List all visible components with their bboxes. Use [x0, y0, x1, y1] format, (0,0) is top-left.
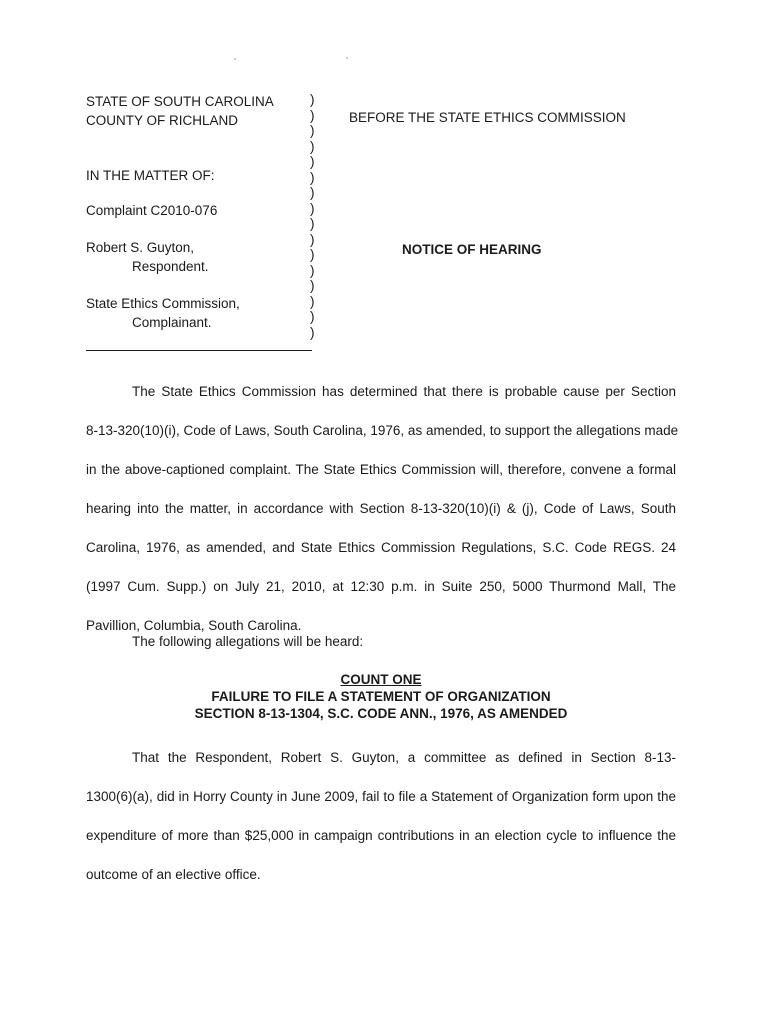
- scan-speck: [234, 58, 236, 60]
- caption-paren: ): [310, 123, 315, 138]
- count-one-section: SECTION 8-13-1304, S.C. CODE ANN., 1976, AS AMENDED: [194, 706, 568, 721]
- respondent-name: Robert S. Guyton,: [86, 240, 195, 255]
- caption-paren: ): [310, 216, 315, 231]
- commission-title: BEFORE THE STATE ETHICS COMMISSION: [349, 110, 626, 125]
- paragraph-line: (1997 Cum. Supp.) on July 21, 2010, at 12:30 p.m. in Suite 250, 5000 Thurmond Mall, The: [86, 579, 676, 594]
- caption-paren: ): [310, 247, 315, 262]
- caption-paren: ): [310, 138, 315, 154]
- caption-paren: ): [310, 309, 315, 324]
- notice-title: NOTICE OF HEARING: [402, 242, 542, 257]
- caption-underline: [86, 350, 312, 351]
- caption-paren: ): [310, 185, 315, 200]
- caption-paren: ): [310, 169, 315, 185]
- complainant-role: Complainant.: [132, 315, 212, 330]
- state-line: STATE OF SOUTH CAROLINA: [86, 94, 274, 109]
- paragraph-line: 8-13-320(10)(i), Code of Laws, South Carolina, 1976, as amended, to support the allegations made: [86, 423, 679, 438]
- complaint-number: Complaint C2010-076: [86, 203, 218, 218]
- scan-speck: [346, 57, 348, 59]
- count-one-heading: COUNT ONE: [340, 672, 422, 687]
- complainant-name: State Ethics Commission,: [86, 296, 240, 311]
- count-one-paragraph: [86, 738, 676, 894]
- allegations-intro: The following allegations will be heard:: [132, 634, 364, 649]
- caption-paren: ): [310, 278, 315, 293]
- paragraph-line: expenditure of more than $25,000 in campaign contributions in an election cycle to influence the: [86, 828, 676, 843]
- caption-paren: ): [310, 231, 315, 247]
- caption-paren: ): [310, 154, 315, 169]
- caption-paren: ): [310, 200, 315, 216]
- paragraph-line: That the Respondent, Robert S. Guyton, a committee as defined in Section 8-13-: [132, 750, 676, 765]
- paragraph-line: The State Ethics Commission has determined that there is probable cause per Section: [132, 384, 676, 399]
- caption-paren: ): [310, 92, 315, 107]
- caption-paren: ): [310, 262, 315, 278]
- matter-line: IN THE MATTER OF:: [86, 168, 215, 183]
- case-caption: [86, 92, 326, 332]
- paragraph-line: in the above-captioned complaint. The State Ethics Commission will, therefore, convene a formal: [86, 462, 676, 477]
- paragraph-line: outcome of an elective office.: [86, 867, 261, 882]
- count-one-title: FAILURE TO FILE A STATEMENT OF ORGANIZATION: [211, 689, 551, 704]
- paragraph-line: 1300(6)(a), did in Horry County in June 2009, fail to file a Statement of Organization form upon the: [86, 789, 676, 804]
- respondent-role: Respondent.: [132, 259, 209, 274]
- hearing-paragraph: [86, 372, 679, 645]
- paragraph-line: hearing into the matter, in accordance with Section 8-13-320(10)(i) & (j), Code of Laws, South: [86, 501, 676, 516]
- county-line: COUNTY OF RICHLAND: [86, 113, 239, 128]
- caption-paren: ): [310, 107, 315, 123]
- count-one-heading-block: [86, 671, 676, 722]
- caption-paren: ): [310, 293, 315, 309]
- caption-paren-last: ): [310, 324, 315, 340]
- paragraph-line: Pavillion, Columbia, South Carolina.: [86, 618, 302, 633]
- caption-parenthesis-column: [310, 92, 320, 340]
- paragraph-line: Carolina, 1976, as amended, and State Ethics Commission Regulations, S.C. Code REGS. 24: [86, 540, 676, 555]
